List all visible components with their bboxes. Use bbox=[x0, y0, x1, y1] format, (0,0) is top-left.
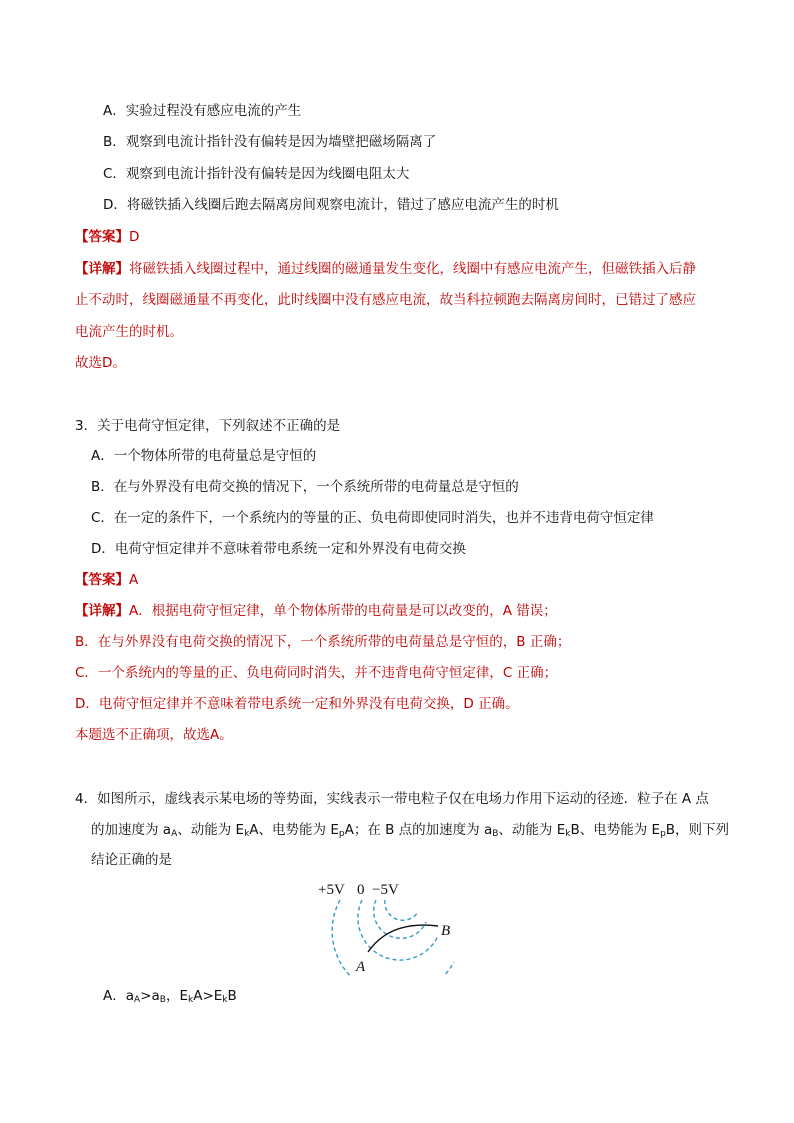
equipotential-line-minus-5v bbox=[374, 900, 426, 938]
equipotential-line-plus-5v bbox=[332, 900, 454, 976]
subscript: k bbox=[244, 829, 250, 839]
option-text: A>E bbox=[193, 988, 223, 1004]
q3-detail-c: C．一个系统内的等量的正、负电荷同时消失，并不违背电荷守恒定律，C 正确； bbox=[75, 665, 558, 681]
equipotential-line-inner bbox=[385, 900, 418, 920]
q2-option-d: D．将磁铁插入线圈后跑去隔离房间观察电流计，错过了感应电流产生的时机 bbox=[103, 197, 559, 213]
q4-stem-line-2 bbox=[91, 820, 729, 844]
q3-detail-b: B．在与外界没有电荷交换的情况下，一个系统所带的电荷量总是守恒的，B 正确； bbox=[75, 634, 571, 650]
answer-tag: 【答案】 bbox=[75, 572, 129, 588]
point-a-label: A bbox=[356, 959, 366, 975]
q3-stem: 3．关于电荷守恒定律，下列叙述不正确的是 bbox=[75, 418, 341, 434]
subscript: p bbox=[660, 829, 666, 839]
answer-value: A bbox=[129, 572, 139, 588]
q2-option-b: B．观察到电流计指针没有偏转是因为墙壁把磁场隔离了 bbox=[103, 134, 437, 150]
q3-detail-d: D．电荷守恒定律并不意味着带电系统一定和外界没有电荷交换，D 正确。 bbox=[75, 696, 519, 712]
q3-option-c: C．在一定的条件下，一个系统内的等量的正、负电荷即使同时消失，也并不违背电荷守恒定律 bbox=[91, 510, 654, 526]
option-text: >a bbox=[140, 988, 160, 1004]
option-text: A．a bbox=[103, 988, 135, 1004]
detail-tag: 【详解】 bbox=[75, 261, 129, 277]
q2-option-a: A．实验过程没有感应电流的产生 bbox=[103, 103, 302, 119]
subscript: p bbox=[338, 829, 345, 839]
q4-option-a bbox=[103, 986, 237, 1010]
subscript: A bbox=[134, 995, 141, 1005]
q4-stem-line-1: 4．如图所示，虚线表示某电场的等势面，实线表示一带电粒子仅在电场力作用下运动的径迹．粒子在 A 点 bbox=[75, 791, 709, 807]
q2-detail-line-2: 止不动时，线圈磁通量不再变化，此时线圈中没有感应电流，故当科拉顿跑去隔离房间时，已错过了感应 bbox=[75, 292, 696, 308]
subscript: k bbox=[188, 995, 194, 1005]
subscript: B bbox=[492, 829, 499, 839]
q2-answer bbox=[75, 227, 139, 247]
stem-text: 的加速度为 a bbox=[91, 822, 172, 838]
label-plus-5v: +5V bbox=[318, 882, 345, 898]
option-text: ，E bbox=[165, 988, 188, 1004]
stem-text: B、电势能为 E bbox=[570, 822, 661, 838]
detail-text: 将磁铁插入线圈过程中，通过线圈的磁通量发生变化，线圈中有感应电流产生，但磁铁插入后静 bbox=[129, 261, 696, 277]
subscript: k bbox=[565, 829, 571, 839]
option-text: B bbox=[227, 988, 237, 1004]
subscript: B bbox=[159, 995, 166, 1005]
q2-detail-line-3: 电流产生的时机。 bbox=[75, 324, 183, 340]
q3-option-a: A．一个物体所带的电荷量总是守恒的 bbox=[91, 448, 317, 464]
stem-text: A；在 B 点的加速度为 a bbox=[344, 822, 493, 838]
q2-conclusion: 故选D。 bbox=[75, 355, 126, 371]
stem-text: B，则下列 bbox=[665, 822, 730, 838]
q3-conclusion: 本题选不正确项，故选A。 bbox=[75, 727, 233, 743]
stem-text: A、电势能为 E bbox=[249, 822, 339, 838]
equipotential-figure bbox=[310, 876, 480, 976]
stem-text: 、动能为 E bbox=[177, 822, 245, 838]
subscript: k bbox=[222, 995, 228, 1005]
q3-detail-a bbox=[75, 601, 557, 621]
detail-text: A．根据电荷守恒定律，单个物体所带的电荷量是可以改变的，A 错误； bbox=[129, 603, 557, 619]
answer-tag: 【答案】 bbox=[75, 229, 129, 245]
answer-value: D bbox=[129, 229, 140, 245]
particle-trajectory bbox=[368, 925, 438, 952]
stem-text: 、动能为 E bbox=[498, 822, 566, 838]
q3-option-b: B．在与外界没有电荷交换的情况下，一个系统所带的电荷量总是守恒的 bbox=[91, 479, 519, 495]
label-minus-5v: −5V bbox=[372, 882, 399, 898]
q2-option-c: C．观察到电流计指针没有偏转是因为线圈电阻太大 bbox=[103, 166, 410, 182]
q3-option-d: D．电荷守恒定律并不意味着带电系统一定和外界没有电荷交换 bbox=[91, 541, 466, 557]
subscript: A bbox=[171, 829, 178, 839]
q2-detail-line-1 bbox=[75, 259, 696, 279]
q4-stem-line-3: 结论正确的是 bbox=[91, 852, 172, 868]
label-0v: 0 bbox=[357, 882, 365, 898]
equipotential-line-0v bbox=[358, 900, 438, 960]
point-b-label: B bbox=[441, 923, 451, 939]
q3-answer bbox=[75, 570, 138, 590]
detail-tag: 【详解】 bbox=[75, 603, 129, 619]
